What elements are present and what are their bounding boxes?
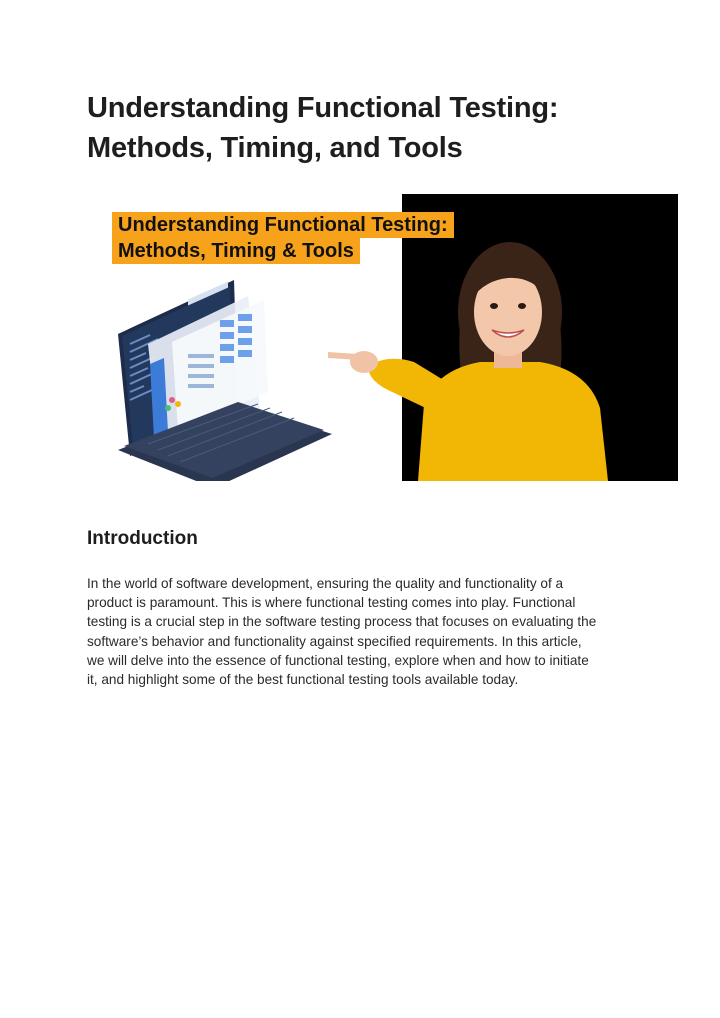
title-line-1: Understanding Functional Testing: — [87, 92, 559, 124]
hero-image — [88, 194, 678, 481]
page-title — [87, 88, 647, 168]
intro-paragraph — [87, 574, 647, 689]
person-illustration — [328, 242, 608, 481]
banner-line-1: Understanding Functional Testing: — [112, 212, 454, 238]
paragraph-line: product is paramount. This is where functional testing comes into play. Functional — [87, 595, 576, 611]
section-heading: Introduction — [87, 528, 198, 549]
title-line-2: Methods, Timing, and Tools — [87, 132, 463, 164]
paragraph-line: In the world of software development, ensuring the quality and functionality of a — [87, 576, 564, 591]
paragraph-line: it, and highlight some of the best functional testing tools available today. — [87, 672, 519, 688]
paragraph-line: we will delve into the essence of functional testing, explore when and how to initiate — [87, 652, 589, 668]
hero-banner — [112, 212, 454, 264]
paragraph-line: software’s behavior and functionality against specified requirements. In this article, — [87, 633, 582, 649]
laptop-illustration — [118, 280, 332, 481]
banner-line-2: Methods, Timing & Tools — [112, 238, 360, 264]
paragraph-line: testing is a crucial step in the software testing process that focuses on evaluating the — [87, 614, 597, 630]
